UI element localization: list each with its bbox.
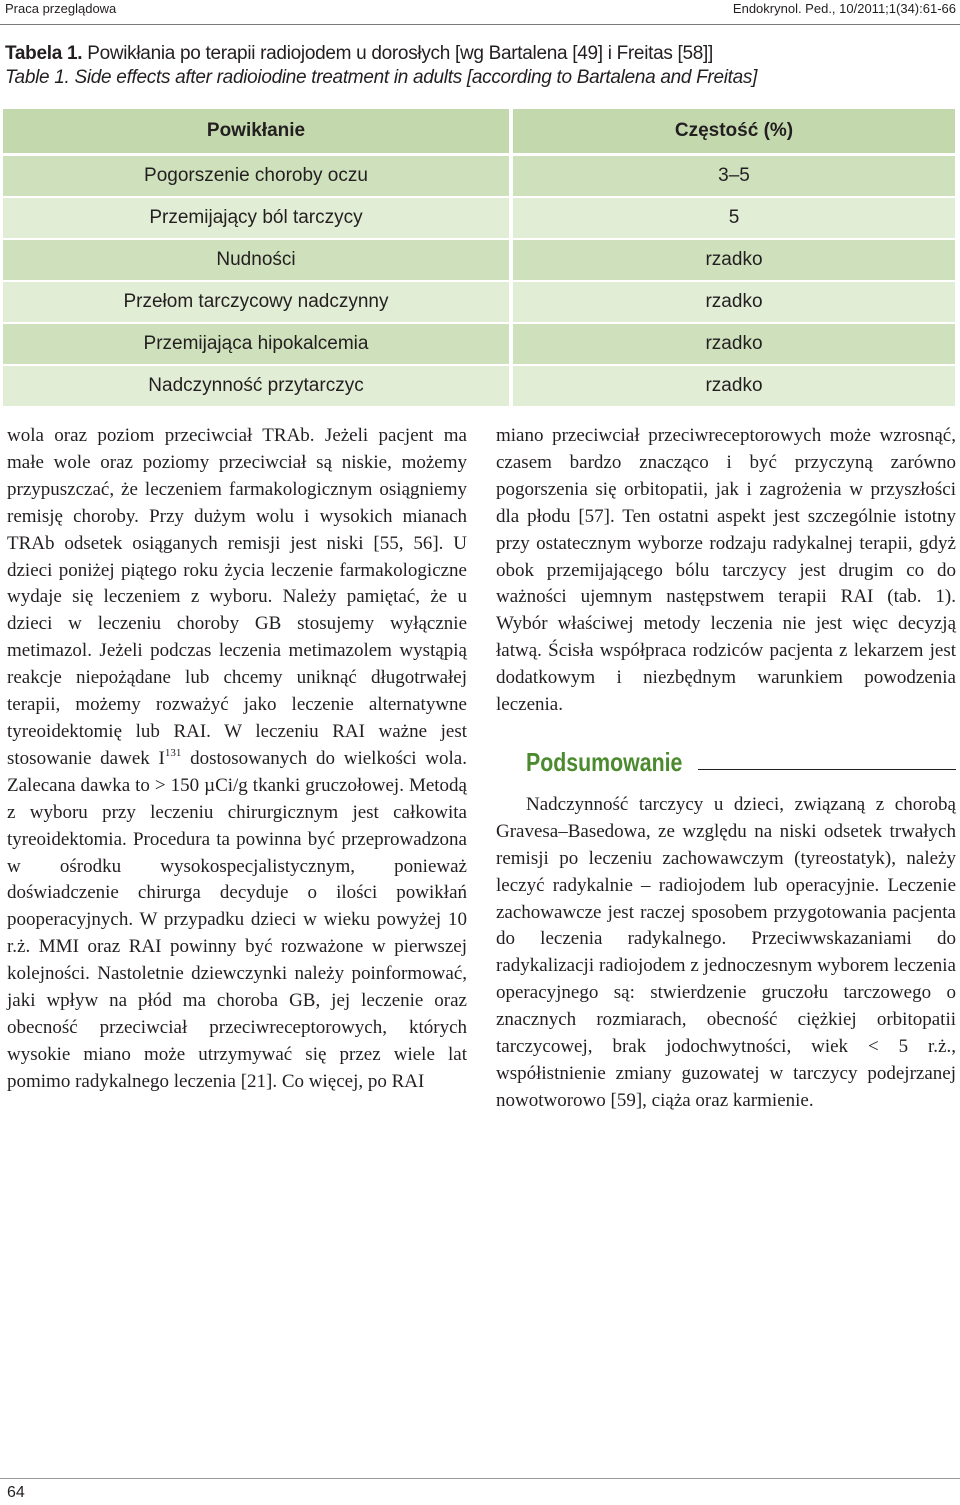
left-paragraph-continuation: dostosowanych do wielkości wola. Zalecana dawka to > 150 µCi/g tkanki gruczołowej. Metodą z wyboru przy leczeniu chirurgicznym jest całkowita tyreoidektomia. Procedura ta powinna być przeprowadzona w ośrodku wysokospecjalistycznym, ponieważ doświadczenie chirurga decyduje o ilości powikłań pooperacyjnych. W przypadku dzieci w wieku powyżej 10 r.ż. MMI oraz RAI powinny być rozważone w pierwszej kolejności. Nastoletnie dziewczynki należy poinformować, jaki wpływ na płód ma choroba GB, jej leczenie oraz obecność przeciwciał przeciwreceptorowych, których wysokie miano może utrzymywać się przez wiele lat pomimo radykalnego leczenia [21]. Co więcej, po RAI [7, 747, 467, 1092]
right-paragraph-2: Nadczynność tarczycy u dzieci, związaną z chorobą Gravesa–Basedowa, ze względu na niski odsetek trwałych remisji po leczeniu zachowawczym (tyreostatyk), należy leczyć radykalnie – radiojodem lub operacyjnie. Leczenie zachowawcze jest raczej sposobem przygotowania pacjenta do leczenia radykalnego. Przeciwwskazaniami do radykalizacji radiojodem z jednoczesnym wyborem leczenia operacyjnego są: stwierdzenie gruczołu tarczowego o znacznych rozmiarach, obecność ciężkiej orbitopatii tarczycowej, brak jodochwytności, wiek < 5 r.ż., współistnienie zmiany guzowatej w tarczycy podejrzanej nowotworowo [59], ciąża oraz karmienie. [496, 793, 956, 1111]
left-paragraph [7, 423, 467, 1096]
cell-complication: Przemijająca hipokalcemia [3, 324, 513, 366]
cell-frequency: 3–5 [513, 156, 955, 198]
cell-complication: Nadczynność przytarczyc [3, 366, 513, 408]
header-rule [0, 24, 960, 25]
footer-rule [0, 1478, 960, 1479]
caption-polish [5, 42, 955, 66]
table-row [3, 156, 955, 198]
table-row [3, 282, 955, 324]
left-paragraph-text: wola oraz poziom przeciwciał TRAb. Jeżeli pacjent ma małe wole oraz poziomy przeciwciał są niskie, możemy przypuszczać, że leczeniem farmakologicznym osiągniemy remisję choroby. Przy dużym wolu i wysokich mianach TRAb odsetek osiąganych remisji jest niski [55, 56]. U dzieci poniżej piątego roku życia leczenie farmakologiczne wydaje się leczeniem z wyboru. Należy pamiętać, że u dzieci w leczeniu choroby GB stosujemy wyłącznie metimazol. Jeżeli podczas leczenia metimazolem wystąpią reakcje niepożądane lub chcemy uniknąć długotrwałej terapii, możemy rozważyć jako leczenie alternatywne tyreoidektomię lub RAI. W leczeniu RAI ważne jest stosowanie dawek I [7, 425, 467, 769]
table-row [3, 240, 955, 282]
right-paragraph-1: miano przeciwciał przeciwreceptorowych może wzrosnąć, czasem bardzo znacząco i być przyczyną zarówno pogorszenia się orbitopatii, jak i zagrożenia w przyszłości dla płodu [57]. Ten ostatni aspekt jest szczególnie istotny przy ostatecznym wyborze rodzaju radykalnej terapii, gdyż obok przemijającego bólu tarczycy jest drugim co do ważności ujemnym następstwem terapii RAI (tab. 1). Wybór właściwej metody leczenia nie jest więc decyzją łatwą. Ścisła współpraca rodziców pacjenta z lekarzem jest dodatkowym i niezbędnym warunkiem powodzenia leczenia. [496, 425, 956, 716]
section-heading [526, 746, 956, 777]
caption-english [5, 66, 955, 90]
running-header-section: Praca przeglądowa [5, 1, 117, 16]
iodine-isotope-superscript: 131 [164, 746, 182, 759]
header-complication: Powikłanie [3, 109, 513, 156]
header-frequency: Częstość (%) [513, 109, 955, 156]
section-heading-rule [698, 769, 956, 770]
cell-frequency: rzadko [513, 324, 955, 366]
cell-frequency: rzadko [513, 366, 955, 408]
page-number: 64 [7, 1484, 25, 1501]
cell-complication: Nudności [3, 240, 513, 282]
cell-frequency: rzadko [513, 240, 955, 282]
caption-english-text: Side effects after radioiodine treatment in adults [according to Bartalena and Freitas] [69, 67, 758, 88]
cell-complication: Pogorszenie choroby oczu [3, 156, 513, 198]
cell-complication: Przemijający ból tarczycy [3, 198, 513, 240]
caption-english-label: Table 1. [5, 67, 70, 88]
table-caption [5, 42, 955, 90]
cell-frequency: 5 [513, 198, 955, 240]
table-row [3, 198, 955, 240]
table-header-row [3, 109, 955, 156]
caption-polish-text: Powikłania po terapii radiojodem u dorosłych [wg Bartalena [49] i Freitas [58]] [82, 43, 714, 64]
right-column [496, 423, 956, 1115]
cell-frequency: rzadko [513, 282, 955, 324]
left-column [7, 423, 467, 1096]
cell-complication: Przełom tarczycowy nadczynny [3, 282, 513, 324]
section-heading-title: Podsumowanie [526, 746, 683, 777]
side-effects-table [3, 109, 955, 408]
running-header-journal: Endokrynol. Ped., 10/2011;1(34):61-66 [732, 1, 956, 16]
table-row [3, 324, 955, 366]
caption-polish-label: Tabela 1. [5, 43, 83, 64]
table-row [3, 366, 955, 408]
